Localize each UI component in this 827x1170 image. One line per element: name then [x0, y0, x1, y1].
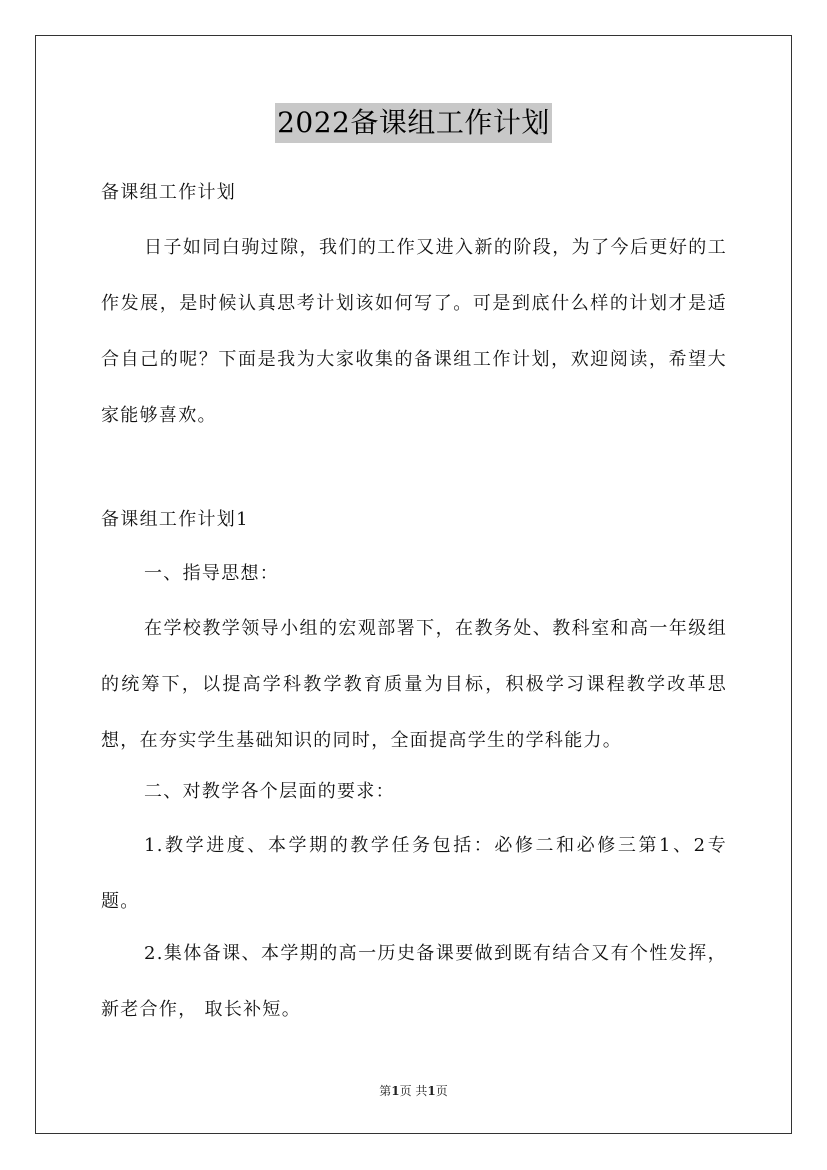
footer-page-suffix: 页: [435, 1084, 448, 1098]
footer-page-prefix: 第: [379, 1084, 392, 1098]
heading-requirements[interactable]: 二、对教学各个层面的要求：: [144, 781, 395, 802]
list-item-collective-lesson-prep[interactable]: 2.集体备课、本学期的高一历史备课要做到既有结合又有个性发挥，新老合作， 取长补短。: [101, 943, 727, 1020]
document-subtitle[interactable]: 备课组工作计划: [101, 182, 237, 203]
page-footer: [0, 1083, 827, 1099]
document-title[interactable]: 2022备课组工作计划: [275, 103, 552, 143]
title-container: [0, 103, 827, 143]
section-title[interactable]: 备课组工作计划1: [101, 509, 249, 530]
intro-paragraph[interactable]: 日子如同白驹过隙，我们的工作又进入新的阶段，为了今后更好的工作发展，是时候认真思考计划该如何写了。可是到底什么样的计划才是适合自己的呢？下面是我为大家收集的备课组工作计划，欢迎阅读，希望大家能够喜欢。: [101, 237, 727, 426]
guiding-thought-paragraph[interactable]: 在学校教学领导小组的宏观部署下，在教务处、教科室和高一年级组的统筹下，以提高学科教学教育质量为目标，积极学习课程教学改革思想，在夯实学生基础知识的同时，全面提高学生的学科能力。: [101, 618, 727, 751]
footer-page-number: 1: [391, 1084, 400, 1098]
heading-guiding-thought[interactable]: 一、指导思想：: [144, 563, 280, 584]
list-item-teaching-progress[interactable]: 1.教学进度、本学期的教学任务包括：必修二和必修三第1、2专题。: [101, 835, 727, 912]
footer-page-total: 1: [427, 1084, 436, 1098]
footer-page-mid: 页 共: [399, 1084, 428, 1098]
